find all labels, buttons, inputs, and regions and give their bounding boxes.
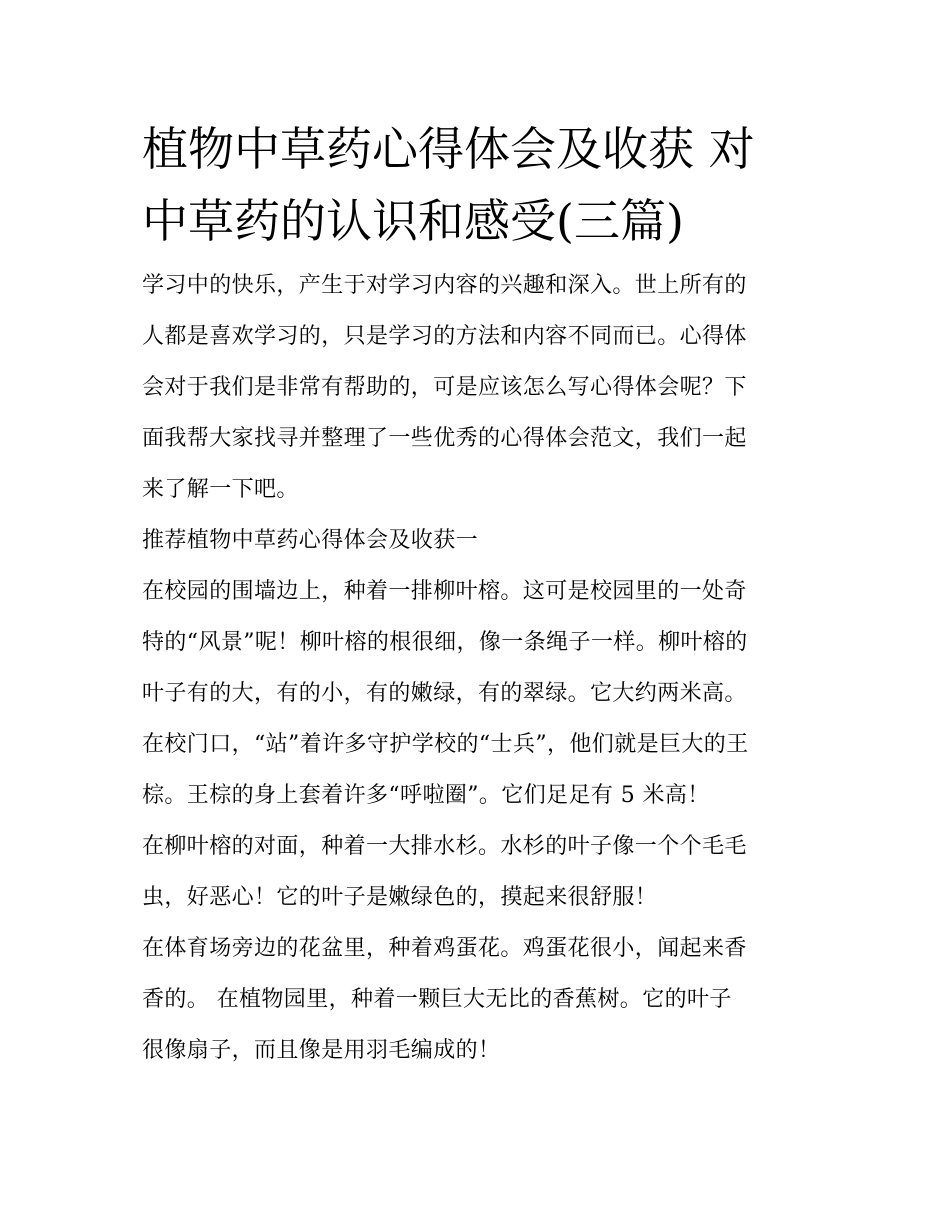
text-line: 来了解一下吧。 [142,477,299,502]
body-paragraph [142,566,813,821]
text-line: 推荐植物中草药心得体会及收获一 [142,528,479,553]
text-line: 棕。王棕的身上套着许多“呼啦圈”。它们足足有 5 米高！ [142,783,710,808]
text-line: 叶子有的大，有的小，有的嫩绿，有的翠绿。它大约两米高。 [142,681,747,706]
text-line: 很像扇子，而且像是用羽毛编成的！ [142,1038,501,1063]
text-line: 面我帮大家找寻并整理了一些优秀的心得体会范文，我们一起 [142,426,747,451]
text-line: 会对于我们是非常有帮助的，可是应该怎么写心得体会呢？下 [142,375,747,400]
text-line: 在校园的围墙边上，种着一排柳叶榕。这可是校园里的一处奇 [142,579,747,604]
text-line: 在校门口，“站”着许多守护学校的“士兵”，他们就是巨大的王 [142,732,749,757]
body-paragraph [142,821,813,923]
document-title [142,113,813,257]
document-body [142,260,813,1076]
text-line: 虫，好恶心！它的叶子是嫩绿色的，摸起来很舒服！ [142,885,658,910]
title-line: 植物中草药心得体会及收获 对 [142,122,755,176]
body-paragraph [142,923,813,1076]
text-line: 人都是喜欢学习的，只是学习的方法和内容不同而已。心得体 [142,324,747,349]
text-line: 香的。 在植物园里，种着一颗巨大无比的香蕉树。它的叶子 [142,987,732,1012]
text-line: 特的“风景”呢！柳叶榕的根很细，像一条绳子一样。柳叶榕的 [142,630,748,655]
text-line: 在柳叶榕的对面，种着一大排水杉。水杉的叶子像一个个毛毛 [142,834,747,859]
text-line: 在体育场旁边的花盆里，种着鸡蛋花。鸡蛋花很小，闻起来香 [142,936,747,961]
title-line: 中草药的认识和感受(三篇) [142,194,684,248]
intro-paragraph [142,260,813,515]
section-heading [142,515,813,566]
text-line: 学习中的快乐，产生于对学习内容的兴趣和深入。世上所有的 [142,273,747,298]
